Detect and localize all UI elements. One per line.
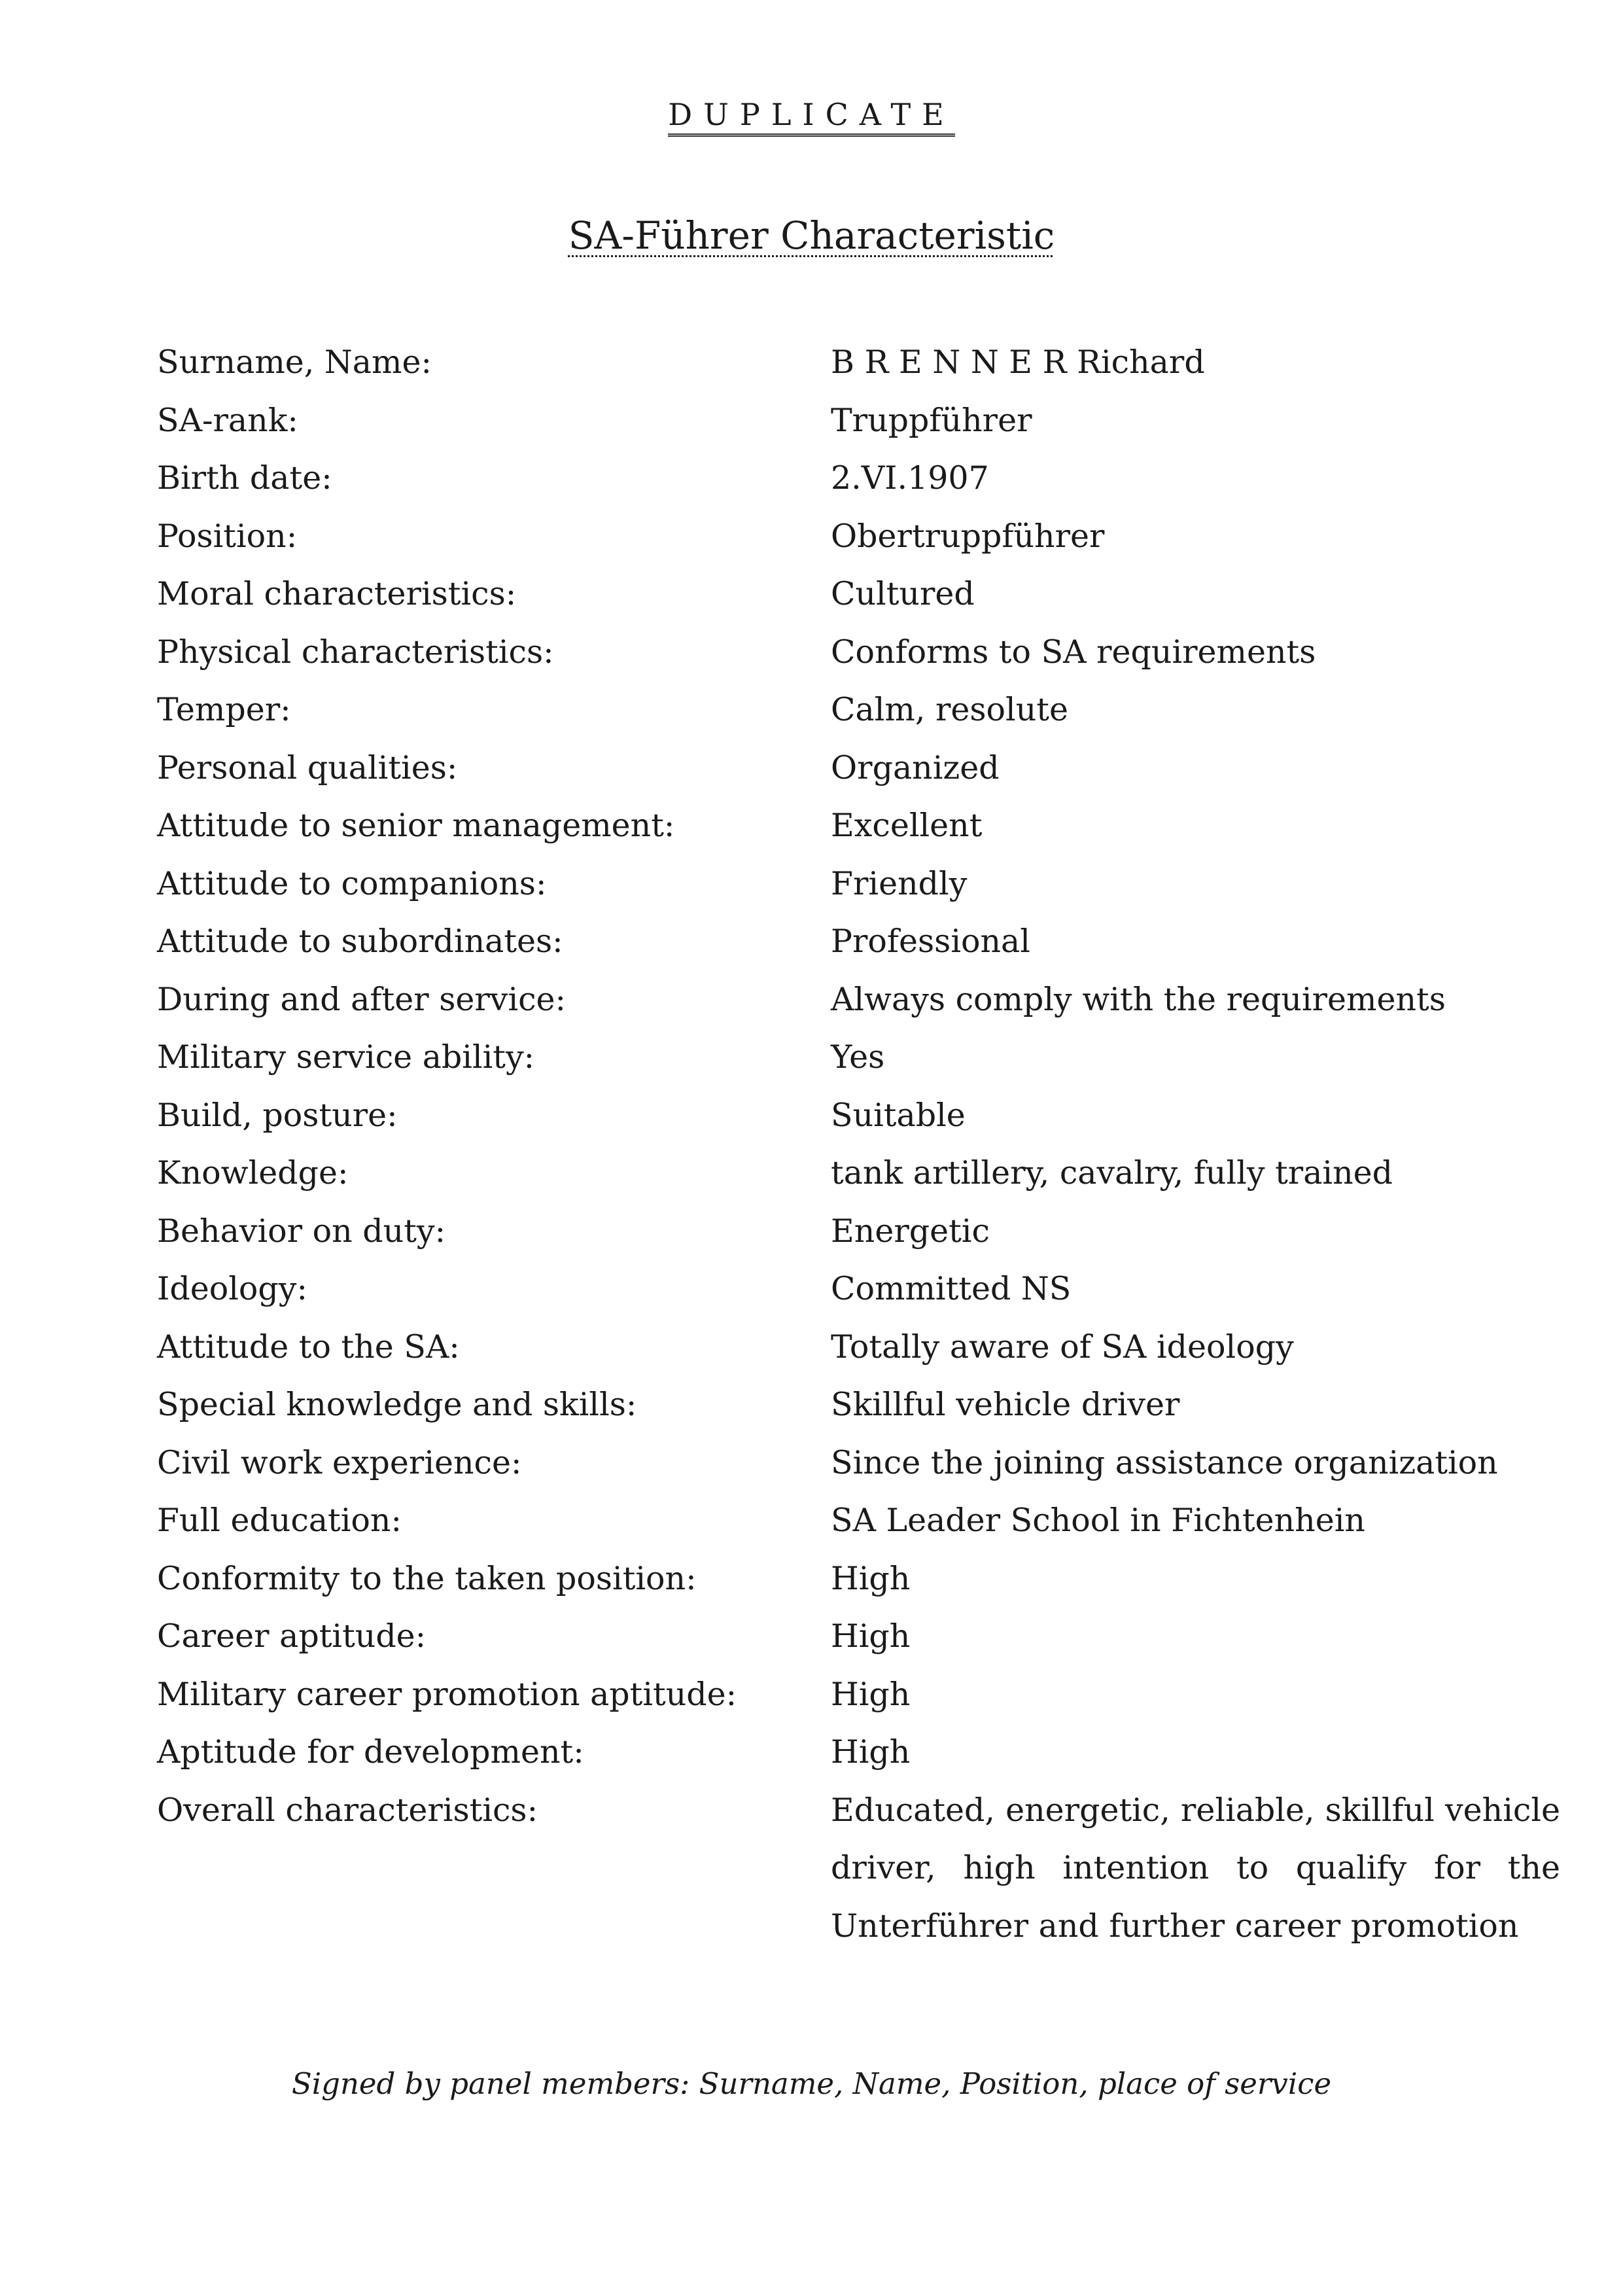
field-row-surname-name (157, 334, 1570, 392)
field-value: Calm, resolute (831, 691, 1068, 728)
field-row-moral-characteristics (157, 565, 1570, 624)
field-value: Committed NS (831, 1270, 1072, 1307)
field-label: Aptitude for development: (157, 1733, 584, 1771)
field-value: Since the joining assistance organization (831, 1443, 1498, 1481)
field-row-knowledge (157, 1144, 1570, 1203)
field-value: Organized (831, 749, 1000, 786)
field-value: B R E N N E R Richard (831, 344, 1205, 381)
field-label: Ideology: (157, 1270, 307, 1307)
field-row-behavior-on-duty (157, 1203, 1570, 1261)
field-label: Physical characteristics: (157, 633, 554, 671)
field-value: Suitable (831, 1096, 966, 1134)
field-label: Conformity to the taken position: (157, 1559, 697, 1597)
field-row-physical-characteristics (157, 624, 1570, 682)
field-label: Full education: (157, 1502, 402, 1539)
field-row-career-aptitude (157, 1608, 1570, 1666)
field-label: Moral characteristics: (157, 575, 517, 612)
field-label: Attitude to senior management: (157, 807, 675, 844)
field-label: Surname, Name: (157, 344, 432, 381)
field-value: Educated, energetic, reliable, skillful vehicle driver, high intention to qualify for the Unterführer and further career promotion (831, 1791, 1560, 1945)
field-row-military-service-ability (157, 1029, 1570, 1087)
field-row-full-education (157, 1492, 1570, 1550)
field-label: Position: (157, 517, 298, 555)
field-value: tank artillery, cavalry, fully trained (831, 1154, 1393, 1192)
field-row-conformity-position (157, 1550, 1570, 1608)
field-value: Excellent (831, 807, 983, 844)
field-value: 2.VI.1907 (831, 459, 989, 497)
field-row-attitude-subordinates (157, 913, 1570, 971)
field-label: Birth date: (157, 459, 332, 497)
field-value: High (831, 1675, 911, 1713)
signature-note: Signed by panel members: Surname, Name, Position, place of service (291, 2066, 1332, 2101)
field-label: Civil work experience: (157, 1443, 522, 1481)
field-value: High (831, 1733, 911, 1771)
document-title-text: SA-Führer Characteristic (568, 213, 1055, 258)
field-label: Attitude to companions: (157, 864, 547, 902)
field-value: SA Leader School in Fichtenhein (831, 1502, 1365, 1539)
field-row-overall-characteristics (157, 1782, 1570, 1956)
field-value: High (831, 1559, 911, 1597)
field-label: Knowledge: (157, 1154, 349, 1192)
field-label: Behavior on duty: (157, 1212, 446, 1250)
field-row-civil-work-experience (157, 1434, 1570, 1492)
field-row-military-career-promotion (157, 1666, 1570, 1724)
field-value: Professional (831, 923, 1030, 960)
field-value: Yes (831, 1038, 885, 1076)
field-label: Temper: (157, 691, 291, 728)
field-label: Attitude to subordinates: (157, 923, 563, 960)
field-row-attitude-senior-management (157, 797, 1570, 855)
field-value: Totally aware of SA ideology (831, 1328, 1294, 1366)
field-label: Career aptitude: (157, 1617, 427, 1655)
field-value: High (831, 1617, 911, 1655)
field-value: Cultured (831, 575, 975, 612)
field-row-position (157, 508, 1570, 566)
field-row-ideology (157, 1260, 1570, 1318)
field-row-personal-qualities (157, 739, 1570, 798)
characteristics-list (157, 334, 1570, 1955)
field-row-during-after-service (157, 971, 1570, 1029)
field-row-aptitude-development (157, 1723, 1570, 1782)
field-row-sa-rank (157, 392, 1570, 450)
field-row-birth-date (157, 450, 1570, 508)
field-label: Build, posture: (157, 1096, 398, 1134)
field-value: Friendly (831, 864, 968, 902)
field-value: Skillful vehicle driver (831, 1386, 1180, 1423)
document-title (0, 211, 1623, 260)
field-row-temper (157, 681, 1570, 739)
field-label: During and after service: (157, 980, 567, 1018)
field-value: Truppführer (831, 401, 1032, 439)
field-label: Special knowledge and skills: (157, 1386, 637, 1423)
field-row-build-posture (157, 1087, 1570, 1145)
field-label: Military service ability: (157, 1038, 535, 1076)
field-value: Obertruppführer (831, 517, 1105, 555)
field-value: Conforms to SA requirements (831, 633, 1316, 671)
field-row-special-knowledge (157, 1376, 1570, 1434)
field-label: Attitude to the SA: (157, 1328, 460, 1366)
field-label: Military career promotion aptitude: (157, 1675, 737, 1713)
field-row-attitude-to-sa (157, 1318, 1570, 1377)
field-label: Overall characteristics: (157, 1791, 538, 1829)
duplicate-heading-text: DUPLICATE (668, 97, 954, 137)
field-label: Personal qualities: (157, 749, 458, 786)
field-label: SA-rank: (157, 401, 298, 439)
duplicate-heading (0, 95, 1623, 134)
field-value: Always comply with the requirements (831, 980, 1446, 1018)
field-value: Energetic (831, 1212, 990, 1250)
field-row-attitude-companions (157, 855, 1570, 913)
